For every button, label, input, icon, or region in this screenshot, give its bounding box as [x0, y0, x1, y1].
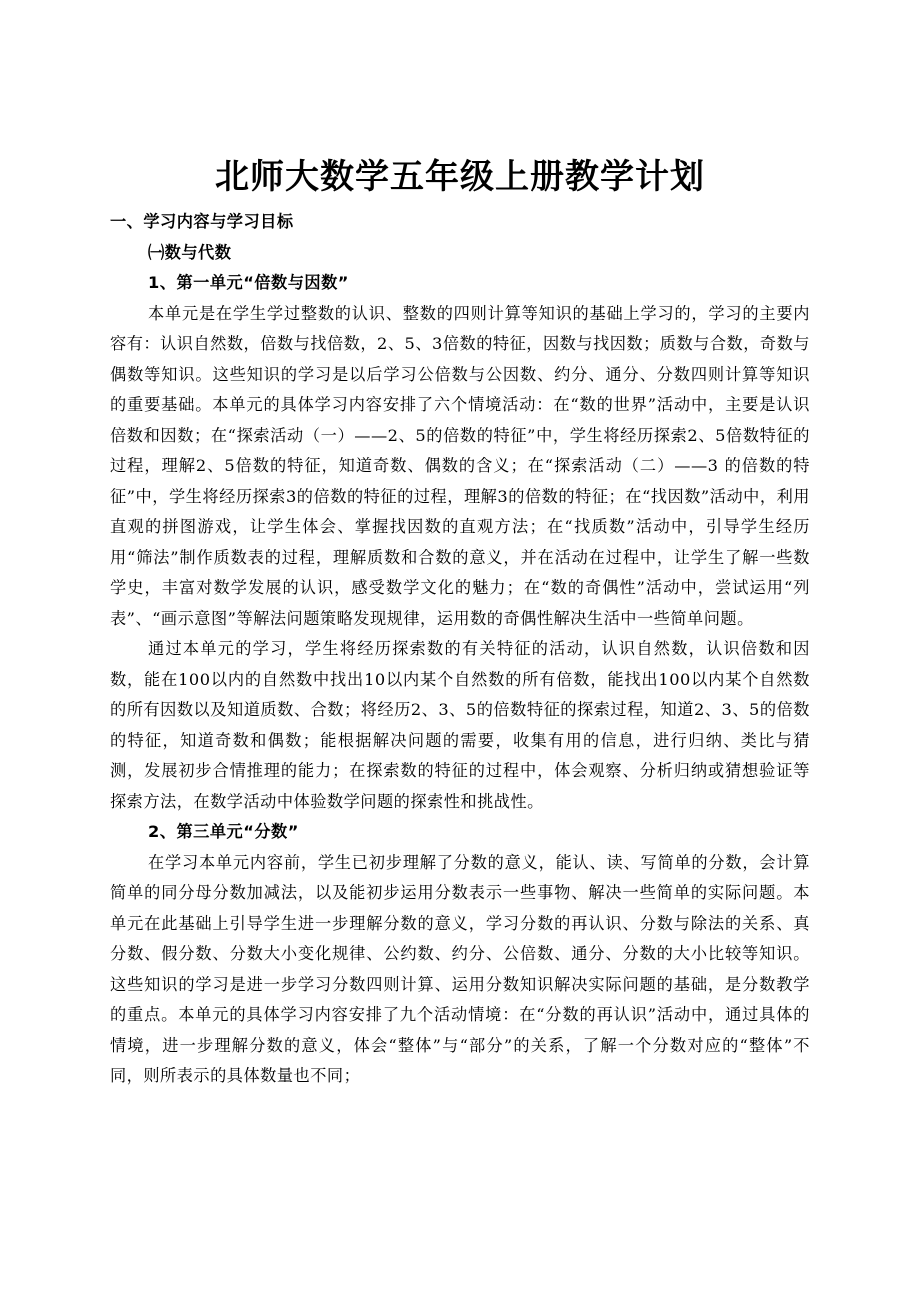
section-heading-learning-content: 一、学习内容与学习目标: [110, 212, 294, 231]
document-body: [110, 207, 810, 1092]
subsection-heading-number-algebra: ㈠数与代数: [148, 242, 232, 262]
paragraph-unit3-content: 在学习本单元内容前，学生已初步理解了分数的意义，能认、读、写简单的分数，会计算简单的同分母分数加减法，以及能初步运用分数表示一些事物、解决一些简单的实际问题。本单元在此基础上引导学生进一步理解分数的意义，学习分数的再认识、分数与除法的关系、真分数、假分数、分数大小变化规律、公约数、约分、公倍数、通分、分数的大小比较等知识。这些知识的学习是进一步学习分数四则计算、运用分数知识解决实际问题的基础，是分数教学的重点。本单元的具体学习内容安排了九个活动情境：在“分数的再认识”活动中，通过具体的情境，进一步理解分数的意义，体会“整体”与“部分”的关系，了解一个分数对应的“整体”不同，则所表示的具体数量也不同；: [110, 852, 810, 1085]
paragraph-unit1-content: 本单元是在学生学过整数的认识、整数的四则计算等知识的基础上学习的，学习的主要内容有：认识自然数，倍数与找倍数，2、5、3倍数的特征，因数与找因数；质数与合数，奇数与偶数等知识。这些知识的学习是以后学习公倍数与公因数、约分、通分、分数四则计算等知识的重要基础。本单元的具体学习内容安排了六个情境活动：在“数的世界”活动中，主要是认识倍数和因数；在“探索活动（一）——2、5的倍数的特征”中，学生将经历探索2、5倍数特征的过程，理解2、5倍数的特征，知道奇数、偶数的含义；在“探索活动（二）——3 的倍数的特征”中，学生将经历探索3的倍数的特征的过程，理解3的倍数的特征；在“找因数”活动中，利用直观的拼图游戏，让学生体会、掌握找因数的直观方法；在“找质数”活动中，引导学生经历用“筛法”制作质数表的过程，理解质数和合数的意义，并在活动在过程中，让学生了解一些数学史，丰富对数学发展的认识，感受数学文化的魅力；在“数的奇偶性”活动中，尝试运用“列表”、“画示意图”等解法问题策略发现规律，运用数的奇偶性解决生活中一些简单问题。: [110, 303, 810, 628]
paragraph-unit1-goals: 通过本单元的学习，学生将经历探索数的有关特征的活动，认识自然数，认识倍数和因数，能在100以内的自然数中找出10以内某个自然数的所有倍数，能找出100以内某个自然数的所有因数以及知道质数、合数；将经历2、3、5的倍数特征的探索过程，知道2、3、5的倍数的特征，知道奇数和偶数；能根据解决问题的需要，收集有用的信息，进行归纳、类比与猜测，发展初步合情推理的能力；在探索数的特征的过程中，体会观察、分析归纳或猜想验证等探索方法，在数学活动中体验数学问题的探索性和挑战性。: [110, 639, 810, 811]
unit-heading-fractions: 2、第三单元“分数”: [148, 822, 299, 841]
unit-heading-multiples-factors: 1、第一单元“倍数与因数”: [148, 273, 349, 292]
document-title: 北师大数学五年级上册教学计划: [215, 156, 705, 197]
